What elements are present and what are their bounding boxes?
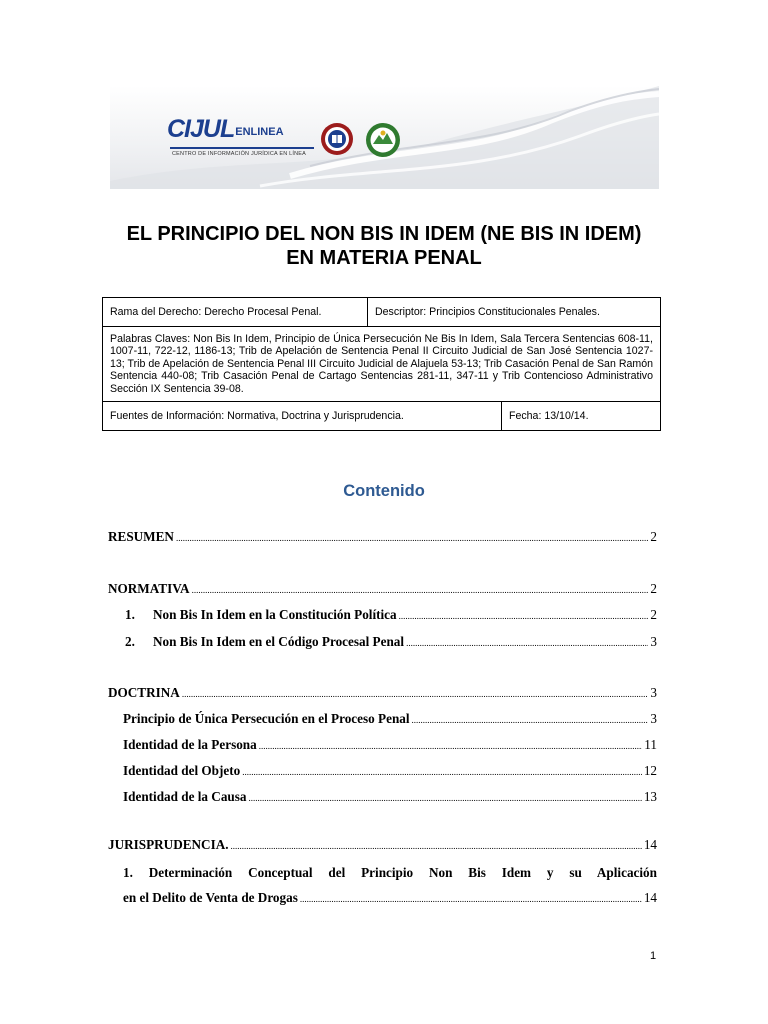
page-number: 1 (650, 950, 657, 962)
document-title (0, 222, 768, 270)
metadata-table (102, 297, 661, 431)
keywords-cell: Palabras Claves: Non Bis In Idem, Principio de Única Persecución Ne Bis In Idem, Sala Tercera Sentencias 608-11, 1007-11, 722-12, 1186-13; Trib de Apelación de Sentencia Penal II Circuito Judicial de San José Sentencia 1027-13; Trib de Apelación de Sentencia Penal III Circuito Judicial de Alajuela 53-13; Trib Casación Penal de San Ramón Sentencia 440-08; Trib Casación Penal de Cartago Sentencias 281-11, 347-11 y Trib Contencioso Administrativo Sección IX Sentencia 39-08. (103, 327, 661, 402)
cijul-logo: CIJULENLINEA (167, 115, 284, 143)
sources-row (103, 402, 661, 431)
title-line-1: EL PRINCIPIO DEL NON BIS IN IDEM (NE BIS IN IDEM) (126, 223, 642, 245)
logo-tagline: CENTRO DE INFORMACIÓN JURÍDICA EN LÍNEA (172, 151, 307, 157)
university-seal-icon (320, 122, 354, 156)
toc-entry-norm-1[interactable]: 1. Non Bis In Idem en la Constitución Política ..... 2 (125, 607, 657, 623)
header-banner (110, 86, 659, 189)
toc-heading: Contenido (343, 482, 425, 500)
law-faculty-seal-icon (365, 122, 401, 158)
toc-entry-jur-1[interactable]: 1. Determinación Conceptual del Principio Non Bis Idem y su Aplicación en el Delito de Venta de Drogas ..... 14 (123, 860, 657, 912)
fecha-cell: Fecha: 13/10/14. (509, 410, 589, 422)
toc-entry-doc-3[interactable]: Identidad del Objeto ..... 12 (123, 763, 657, 779)
toc-entry-doc-1[interactable]: Principio de Única Persecución en el Proceso Penal ..... 3 (123, 711, 657, 727)
toc-entry-resumen[interactable]: RESUMEN ..... 2 (108, 529, 657, 545)
fuentes-cell: Fuentes de Información: Normativa, Doctrina y Jurisprudencia. (103, 402, 502, 430)
toc-entry-norm-2[interactable]: 2. Non Bis In Idem en el Código Procesal Penal ..... 3 (125, 634, 657, 650)
descriptor-cell: Descriptor: Principios Constitucionales Penales. (368, 298, 661, 327)
rama-cell: Rama del Derecho: Derecho Procesal Penal. (103, 298, 368, 327)
toc-entry-doc-4[interactable]: Identidad de la Causa ..... 13 (123, 789, 657, 805)
title-line-2: EN MATERIA PENAL (286, 247, 482, 269)
toc-entry-jurisprudencia[interactable]: JURISPRUDENCIA. ..... 14 (108, 837, 657, 853)
toc-entry-doctrina[interactable]: DOCTRINA ..... 3 (108, 685, 657, 701)
toc-entry-normativa[interactable]: NORMATIVA ..... 2 (108, 581, 657, 597)
logo-rule (170, 147, 314, 149)
toc-entry-doc-2[interactable]: Identidad de la Persona ..... 11 (123, 737, 657, 753)
